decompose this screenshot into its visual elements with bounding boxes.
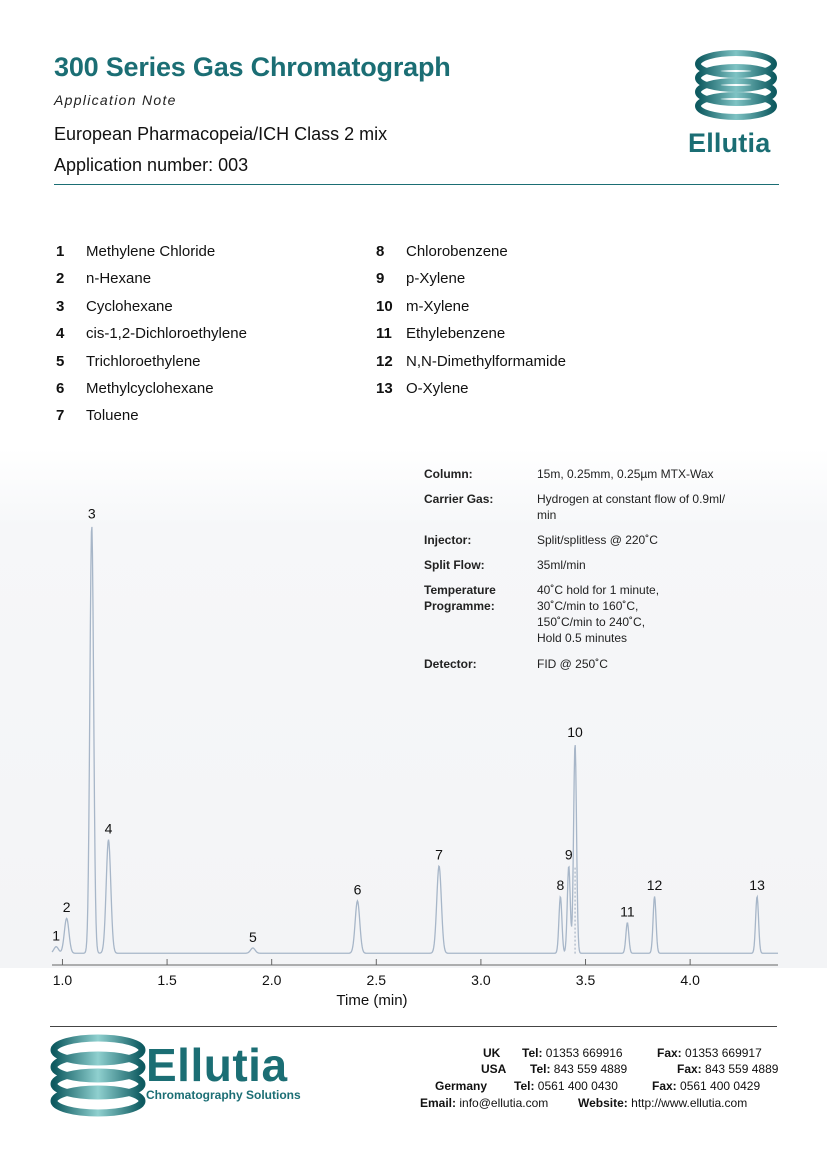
compound-number: 13 [376,380,393,397]
condition-value: 35ml/min [537,558,586,572]
compound-name: Methylene Chloride [86,243,216,260]
contact-uk-fax: Fax: 01353 669917 [657,1046,762,1060]
x-tick-label: 1.5 [157,972,177,988]
condition-value: Hydrogen at constant flow of 0.9ml/ min [537,492,726,522]
peak-label: 1 [52,927,61,944]
compound-number: 10 [376,297,393,315]
peak-label: 7 [435,846,443,863]
condition-value: FID @ 250˚C [537,657,608,671]
peak-label: 13 [749,877,765,894]
compound-name: Cyclohexane [86,297,173,315]
peak-label: 11 [620,903,635,920]
x-tick-label: 2.5 [366,972,387,988]
compound-number: 11 [376,325,392,343]
x-tick-label: 4.0 [680,972,700,988]
compound-number: 9 [376,270,385,288]
condition-label: Temperature Programme: [424,583,496,613]
ellutia-logo-icon [693,50,779,126]
footer-brand-tagline: Chromatography Solutions [146,1088,301,1102]
condition-label: Injector: [424,533,472,547]
condition-label: Column: [424,467,473,481]
ellutia-footer-logo-icon [48,1034,148,1124]
peak-label: 2 [62,899,71,916]
contact-germany-label: Germany [435,1079,488,1093]
compound-number: 8 [376,243,385,260]
compound-name: n-Hexane [86,270,152,288]
compound-name: m-Xylene [406,297,470,315]
mix-name: European Pharmacopeia/ICH Class 2 mix [54,124,388,144]
compound-number: 7 [56,407,65,425]
peak-label: 5 [248,928,257,945]
peak-label: 8 [556,877,565,894]
page-title: 300 Series Gas Chromatograph [54,52,451,82]
peak-label: 6 [353,881,362,898]
x-tick-label: 1.0 [52,972,73,988]
contact-germany-fax: Fax: 0561 400 0429 [652,1079,761,1093]
condition-label: Carrier Gas: [424,492,494,506]
contact-email[interactable]: Email: info@ellutia.com [420,1096,549,1110]
compound-name: p-Xylene [406,270,466,288]
condition-value: 15m, 0.25mm, 0.25µm MTX-Wax [537,467,714,481]
condition-label: Split Flow: [424,558,485,572]
brand-logo-text: Ellutia [688,128,771,158]
contact-website[interactable]: Website: http://www.ellutia.com [578,1096,748,1110]
peak-label: 9 [564,846,573,863]
compound-name: Trichloroethylene [86,352,201,370]
contact-usa-tel: Tel: 843 559 4889 [530,1062,628,1076]
compound-number: 3 [56,297,65,315]
contact-germany-tel: Tel: 0561 400 0430 [514,1079,618,1093]
compound-name: Methylcyclohexane [86,380,214,397]
peak-label: 3 [87,505,96,522]
peak-label: 12 [646,877,663,894]
contact-uk-tel: Tel: 01353 669916 [522,1046,623,1060]
condition-label: Detector: [424,657,477,671]
condition-value: 40˚C hold for 1 minute, 30˚C/min to 160˚C, 150˚C/min to 240˚C, Hold 0.5 minutes [537,583,660,645]
header-divider [54,184,779,185]
footer-brand-logo-text: Ellutia [146,1039,288,1091]
compound-number: 12 [376,352,393,370]
compound-number: 2 [56,270,65,288]
compound-number: 1 [56,243,65,260]
x-tick-label: 3.5 [575,972,596,988]
compound-number: 5 [56,352,65,370]
compound-number: 4 [56,325,65,343]
compound-name: Toluene [86,407,139,425]
peak-label: 4 [104,820,113,837]
condition-value: Split/splitless @ 220˚C [537,533,658,547]
compound-name: Chlorobenzene [406,243,508,260]
x-axis-label: Time (min) [336,992,408,1009]
footer-divider [50,1026,777,1027]
compound-name: O-Xylene [406,380,469,397]
compound-name: N,N-Dimethylformamide [406,352,567,370]
compound-number: 6 [56,380,65,397]
compound-name: Ethylebenzene [406,325,506,343]
contact-usa-label: USA [481,1062,507,1076]
compound-name: cis-1,2-Dichloroethylene [86,325,247,343]
x-tick-label: 3.0 [471,972,491,988]
application-number: Application number: 003 [54,155,249,175]
contact-uk-label: UK [483,1046,501,1060]
x-tick-label: 2.0 [261,972,282,988]
contact-usa-fax: Fax: 843 559 4889 [677,1062,779,1076]
page-subtitle: Application Note [54,92,177,108]
peak-label: 10 [567,724,583,741]
